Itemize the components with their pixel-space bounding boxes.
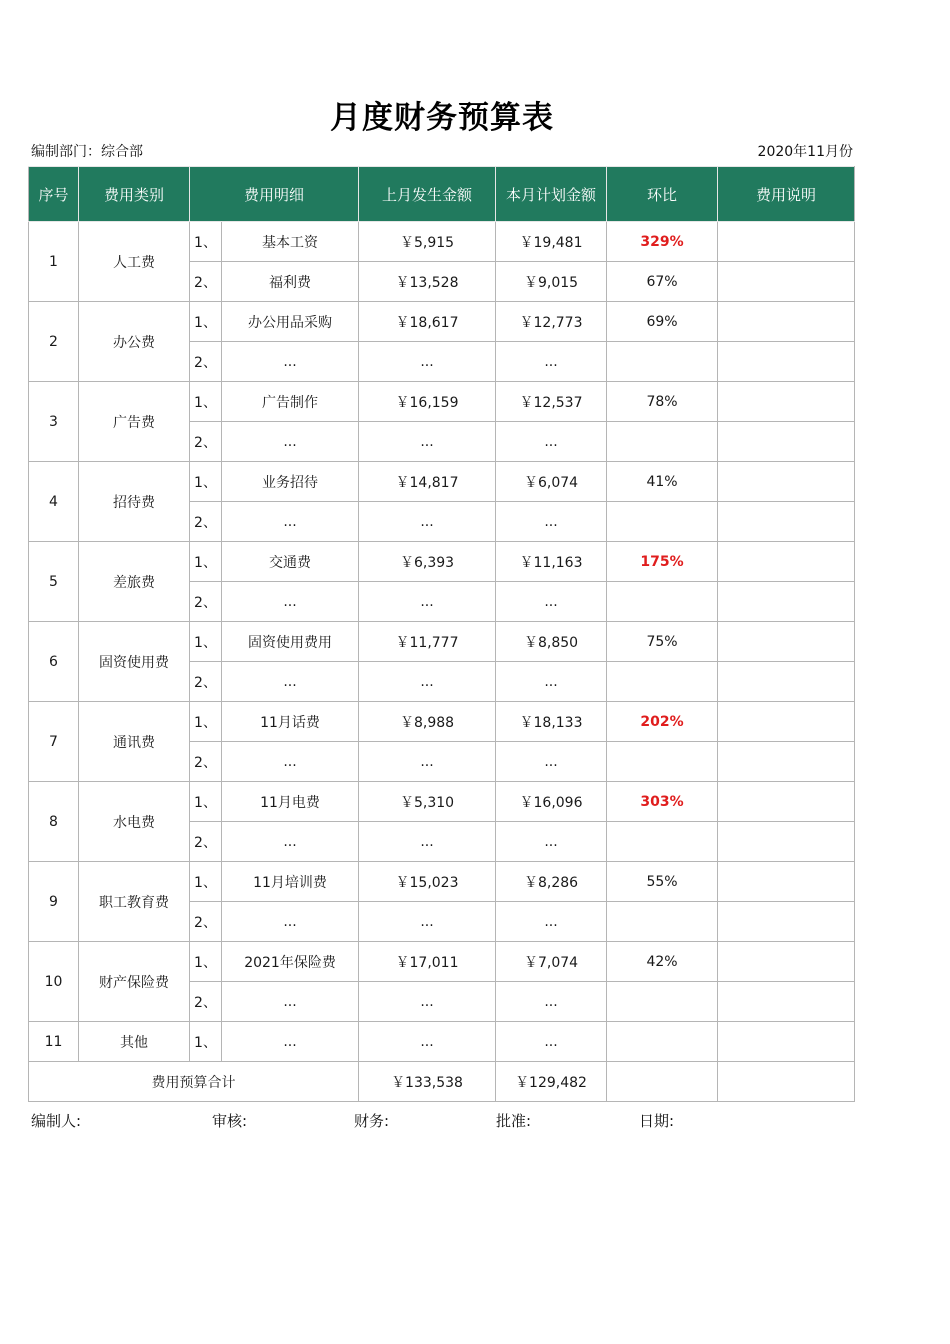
ratio-value: 42%	[607, 942, 718, 982]
last-month-amount: ...	[359, 982, 496, 1022]
ratio-value	[607, 982, 718, 1022]
total-plan: ￥129,482	[496, 1062, 607, 1102]
ratio-value: 175%	[607, 542, 718, 582]
group-category: 固资使用费	[79, 622, 190, 702]
detail-item: 2021年保险费	[222, 942, 359, 982]
last-month-amount: ￥5,915	[359, 222, 496, 262]
table-row	[29, 542, 855, 582]
detail-item: ...	[222, 342, 359, 382]
table-row	[29, 1022, 855, 1062]
table-header-row	[29, 167, 855, 222]
signature-preparer: 编制人:	[31, 1112, 82, 1130]
last-month-amount: ￥8,988	[359, 702, 496, 742]
detail-item: ...	[222, 1022, 359, 1062]
detail-item: ...	[222, 582, 359, 622]
plan-amount: ...	[496, 822, 607, 862]
group-category: 通讯费	[79, 702, 190, 782]
header-notes: 费用说明	[718, 167, 855, 222]
detail-item: 交通费	[222, 542, 359, 582]
detail-index: 2、	[190, 822, 222, 862]
detail-item: ...	[222, 662, 359, 702]
detail-index: 2、	[190, 742, 222, 782]
detail-item: ...	[222, 902, 359, 942]
detail-item: 办公用品采购	[222, 302, 359, 342]
group-category: 办公费	[79, 302, 190, 382]
expense-note[interactable]	[718, 742, 855, 782]
table-row	[29, 222, 855, 262]
ratio-value	[607, 822, 718, 862]
last-month-amount: ￥11,777	[359, 622, 496, 662]
detail-index: 1、	[190, 542, 222, 582]
expense-note[interactable]	[718, 622, 855, 662]
group-category: 差旅费	[79, 542, 190, 622]
last-month-amount: ￥14,817	[359, 462, 496, 502]
detail-index: 1、	[190, 462, 222, 502]
group-number: 5	[29, 542, 79, 622]
last-month-amount: ...	[359, 342, 496, 382]
detail-item: 福利费	[222, 262, 359, 302]
detail-index: 2、	[190, 342, 222, 382]
expense-note[interactable]	[718, 502, 855, 542]
signature-finance: 财务:	[354, 1112, 390, 1130]
group-category: 其他	[79, 1022, 190, 1062]
table-row	[29, 942, 855, 982]
last-month-amount: ...	[359, 422, 496, 462]
last-month-amount: ￥17,011	[359, 942, 496, 982]
group-number: 2	[29, 302, 79, 382]
signature-date: 日期:	[639, 1112, 675, 1130]
last-month-amount: ￥18,617	[359, 302, 496, 342]
plan-amount: ...	[496, 1022, 607, 1062]
expense-note[interactable]	[718, 222, 855, 262]
detail-index: 1、	[190, 942, 222, 982]
detail-item: 业务招待	[222, 462, 359, 502]
total-notes[interactable]	[718, 1062, 855, 1102]
table-row	[29, 702, 855, 742]
detail-index: 2、	[190, 262, 222, 302]
last-month-amount: ￥15,023	[359, 862, 496, 902]
plan-amount: ￥12,773	[496, 302, 607, 342]
ratio-value: 67%	[607, 262, 718, 302]
plan-amount: ￥11,163	[496, 542, 607, 582]
ratio-value	[607, 502, 718, 542]
last-month-amount: ...	[359, 582, 496, 622]
group-number: 10	[29, 942, 79, 1022]
group-category: 财产保险费	[79, 942, 190, 1022]
last-month-amount: ...	[359, 502, 496, 542]
ratio-value: 329%	[607, 222, 718, 262]
detail-item: ...	[222, 502, 359, 542]
ratio-value: 75%	[607, 622, 718, 662]
expense-note[interactable]	[718, 262, 855, 302]
plan-amount: ...	[496, 982, 607, 1022]
detail-item: 11月培训费	[222, 862, 359, 902]
ratio-value: 78%	[607, 382, 718, 422]
expense-note[interactable]	[718, 822, 855, 862]
table-row	[29, 302, 855, 342]
detail-index: 1、	[190, 782, 222, 822]
detail-item: 广告制作	[222, 382, 359, 422]
expense-note[interactable]	[718, 782, 855, 822]
group-number: 11	[29, 1022, 79, 1062]
expense-note[interactable]	[718, 1022, 855, 1062]
plan-amount: ...	[496, 342, 607, 382]
header-category: 费用类别	[79, 167, 190, 222]
total-ratio	[607, 1062, 718, 1102]
last-month-amount: ...	[359, 742, 496, 782]
signature-reviewer: 审核:	[212, 1112, 248, 1130]
ratio-value	[607, 742, 718, 782]
group-category: 人工费	[79, 222, 190, 302]
ratio-value: 69%	[607, 302, 718, 342]
detail-item: 基本工资	[222, 222, 359, 262]
expense-note[interactable]	[718, 542, 855, 582]
plan-amount: ￥19,481	[496, 222, 607, 262]
detail-item: ...	[222, 822, 359, 862]
last-month-amount: ￥5,310	[359, 782, 496, 822]
group-category: 招待费	[79, 462, 190, 542]
detail-item: ...	[222, 422, 359, 462]
last-month-amount: ...	[359, 902, 496, 942]
plan-amount: ￥7,074	[496, 942, 607, 982]
expense-note[interactable]	[718, 382, 855, 422]
expense-note[interactable]	[718, 342, 855, 382]
plan-amount: ￥16,096	[496, 782, 607, 822]
total-last-month: ￥133,538	[359, 1062, 496, 1102]
detail-index: 1、	[190, 1022, 222, 1062]
table-row	[29, 782, 855, 822]
detail-index: 2、	[190, 662, 222, 702]
detail-index: 1、	[190, 382, 222, 422]
detail-index: 2、	[190, 582, 222, 622]
plan-amount: ...	[496, 422, 607, 462]
last-month-amount: ...	[359, 822, 496, 862]
detail-index: 1、	[190, 862, 222, 902]
table-body	[29, 222, 855, 1062]
detail-index: 2、	[190, 982, 222, 1022]
ratio-value	[607, 422, 718, 462]
ratio-value	[607, 662, 718, 702]
table-row	[29, 462, 855, 502]
expense-note[interactable]	[718, 422, 855, 462]
table-row	[29, 862, 855, 902]
plan-amount: ...	[496, 662, 607, 702]
detail-item: 11月电费	[222, 782, 359, 822]
ratio-value: 202%	[607, 702, 718, 742]
last-month-amount: ￥13,528	[359, 262, 496, 302]
expense-note[interactable]	[718, 942, 855, 982]
table-row	[29, 622, 855, 662]
plan-amount: ...	[496, 582, 607, 622]
ratio-value	[607, 1022, 718, 1062]
ratio-value: 303%	[607, 782, 718, 822]
group-number: 6	[29, 622, 79, 702]
department-label: 编制部门：综合部	[31, 144, 143, 160]
detail-index: 1、	[190, 222, 222, 262]
detail-index: 2、	[190, 502, 222, 542]
plan-amount: ...	[496, 742, 607, 782]
group-number: 4	[29, 462, 79, 542]
ratio-value	[607, 582, 718, 622]
group-number: 7	[29, 702, 79, 782]
group-number: 3	[29, 382, 79, 462]
header-plan: 本月计划金额	[496, 167, 607, 222]
signature-approver: 批准:	[496, 1112, 532, 1130]
detail-index: 1、	[190, 702, 222, 742]
last-month-amount: ...	[359, 1022, 496, 1062]
detail-index: 1、	[190, 302, 222, 342]
plan-amount: ...	[496, 502, 607, 542]
plan-amount: ￥9,015	[496, 262, 607, 302]
ratio-value	[607, 902, 718, 942]
group-category: 职工教育费	[79, 862, 190, 942]
detail-index: 2、	[190, 902, 222, 942]
detail-item: 11月话费	[222, 702, 359, 742]
header-ratio: 环比	[607, 167, 718, 222]
page-title: 月度财务预算表	[330, 100, 554, 136]
expense-note[interactable]	[718, 302, 855, 342]
detail-index: 2、	[190, 422, 222, 462]
total-row	[29, 1062, 855, 1102]
group-number: 8	[29, 782, 79, 862]
ratio-value	[607, 342, 718, 382]
ratio-value: 41%	[607, 462, 718, 502]
group-number: 1	[29, 222, 79, 302]
last-month-amount: ...	[359, 662, 496, 702]
ratio-value: 55%	[607, 862, 718, 902]
period-label: 2020年11月份	[757, 144, 853, 160]
table-row	[29, 382, 855, 422]
plan-amount: ￥8,286	[496, 862, 607, 902]
last-month-amount: ￥16,159	[359, 382, 496, 422]
budget-table	[28, 166, 855, 1102]
header-no: 序号	[29, 167, 79, 222]
group-number: 9	[29, 862, 79, 942]
detail-index: 1、	[190, 622, 222, 662]
total-label: 费用预算合计	[29, 1062, 359, 1102]
plan-amount: ￥6,074	[496, 462, 607, 502]
detail-item: ...	[222, 982, 359, 1022]
header-last-month: 上月发生金额	[359, 167, 496, 222]
group-category: 广告费	[79, 382, 190, 462]
plan-amount: ￥12,537	[496, 382, 607, 422]
expense-note[interactable]	[718, 662, 855, 702]
plan-amount: ￥18,133	[496, 702, 607, 742]
detail-item: 固资使用费用	[222, 622, 359, 662]
expense-note[interactable]	[718, 902, 855, 942]
header-detail: 费用明细	[190, 167, 359, 222]
expense-note[interactable]	[718, 462, 855, 502]
expense-note[interactable]	[718, 702, 855, 742]
expense-note[interactable]	[718, 862, 855, 902]
plan-amount: ...	[496, 902, 607, 942]
last-month-amount: ￥6,393	[359, 542, 496, 582]
plan-amount: ￥8,850	[496, 622, 607, 662]
expense-note[interactable]	[718, 582, 855, 622]
expense-note[interactable]	[718, 982, 855, 1022]
group-category: 水电费	[79, 782, 190, 862]
detail-item: ...	[222, 742, 359, 782]
